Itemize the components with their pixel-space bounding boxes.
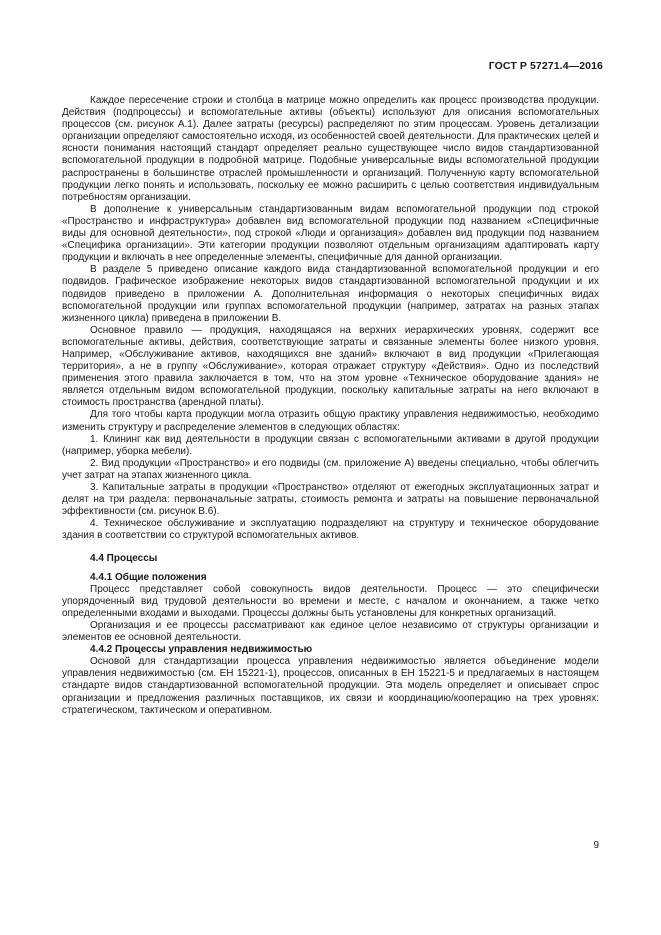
- section-heading-4-4: 4.4 Процессы: [90, 553, 158, 565]
- page-number: 9: [593, 840, 599, 851]
- paragraph: В разделе 5 приведено описание каждого вида стандартизованной вспомогательной продукции и его подвидов. Графическое изображение некоторых видов стандартизованной вспомогательной продукции и их подвидов приведено в приложении А. Дополнительная информация о некоторых специфичных видах вспомогательной продукции или группах вспомогательной продукции (например, затратах на разных этапах жизненного цикла) приведена в приложении В.: [62, 264, 599, 324]
- paragraph: Процесс представляет собой совокупность видов деятельности. Процесс — это специфически упорядоченный вид трудовой деятельности во времени и месте, с началом и окончанием, а также четко определенными входами и выходами. Процессы должны быть установлены для конкретных организаций.: [62, 583, 599, 619]
- paragraph: Основное правило — продукция, находящаяся на верхних иерархических уровнях, содержит все вспомогательные активы, действия, соответствующие затраты и связанные элементы более низкого уровня. Например, «Обслуживание активов, находящихся вне зданий» включают в вид продукции «Прилегающая территория», а не в группу «Обслуживание», которая отражает структуру «Действия». Одно из последствий применения этого правила заключается в том, что на этом уровне «Техническое оборудование здания» не является отдельным видом вспомогательной продукции, поскольку капитальные затраты на него включают в стоимость пространства (арендной платы).: [62, 324, 599, 409]
- list-item: 3. Капитальные затраты в продукции «Пространство» отделяют от ежегодных эксплуатационных затрат и делят на три раздела: первоначальные затраты, стоимость ремонта и затраты на повышение первоначальной эффективности (см. рисунок В.6).: [62, 482, 599, 518]
- section-heading-4-4-2: 4.4.2 Процессы управления недвижимостью: [90, 644, 313, 656]
- document-code-header: ГОСТ Р 57271.4—2016: [488, 60, 603, 72]
- paragraph: Для того чтобы карта продукции могла отразить общую практику управления недвижимостью, необходимо изменить структуру и распределение элементов в следующих областях:: [62, 409, 599, 433]
- list-item: 4. Техническое обслуживание и эксплуатацию подразделяют на структуру и техническое оборудование здания в соответствии со структурой вспомогательных активов.: [62, 518, 599, 542]
- section-heading-4-4-1: 4.4.1 Общие положения: [90, 571, 207, 583]
- paragraph: Организация и ее процессы рассматривают как единое целое независимо от структуры организации и элементов ее основной деятельности.: [62, 619, 599, 644]
- document-body: [62, 95, 599, 717]
- paragraph: Основой для стандартизации процесса управления недвижимостью является объединение модели управления недвижимостью (см. ЕН 15221-1), процессов, описанных в ЕН 15221-5 и предлагаемых в настоящем стандарте видов стандартизованной вспомогательной продукции. Эта модель определяет и описывает спрос организации и предложения различных поставщиков, их связи и координацию/кооперацию на трех уровнях: стратегическом, тактическом и оперативном.: [62, 656, 599, 716]
- paragraph: Каждое пересечение строки и столбца в матрице можно определить как процесс производства продукции. Действия (подпроцессы) и вспомогательные активы (объекты) используют для описания вспомогательных процессов (см. рисунок А.1). Далее затраты (ресурсы) распределяют по этим процессам. Уровень детализации организации определяют самостоятельно исходя, из особенностей своей деятельности. Для практических целей и ясности понимания настоящий стандарт определяет реально существующее число видов стандартизованной вспомогательной продукции в подробной матрице. Подобные универсальные виды вспомогательной продукции распространены в большинстве отраслей промышленности и организаций. Полученную карту вспомогательной продукции легко понять и использовать, поскольку ее можно расширить с целью соответствия индивидуальным потребностям организации.: [62, 95, 599, 203]
- list-item: 2. Вид продукции «Пространство» и его подвиды (см. приложение А) введены специально, чтобы облегчить учет затрат на этапах жизненного цикла.: [62, 457, 599, 481]
- list-item: 1. Клининг как вид деятельности в продукции связан с вспомогательными активами в другой продукции (например, уборка мебели).: [62, 433, 599, 457]
- paragraph: В дополнение к универсальным стандартизованным видам вспомогательной продукции под строкой «Пространство и инфраструктура» добавлен вид вспомогательной продукции под названием «Специфичные виды для основной деятельности», под строкой «Люди и организация» добавлен вид продукции под названием «Специфика организации». Эти категории продукции позволяют отдельным организациям адаптировать карту продукции и включать в нее определенные элементы, специфичные для данной организации.: [62, 203, 599, 264]
